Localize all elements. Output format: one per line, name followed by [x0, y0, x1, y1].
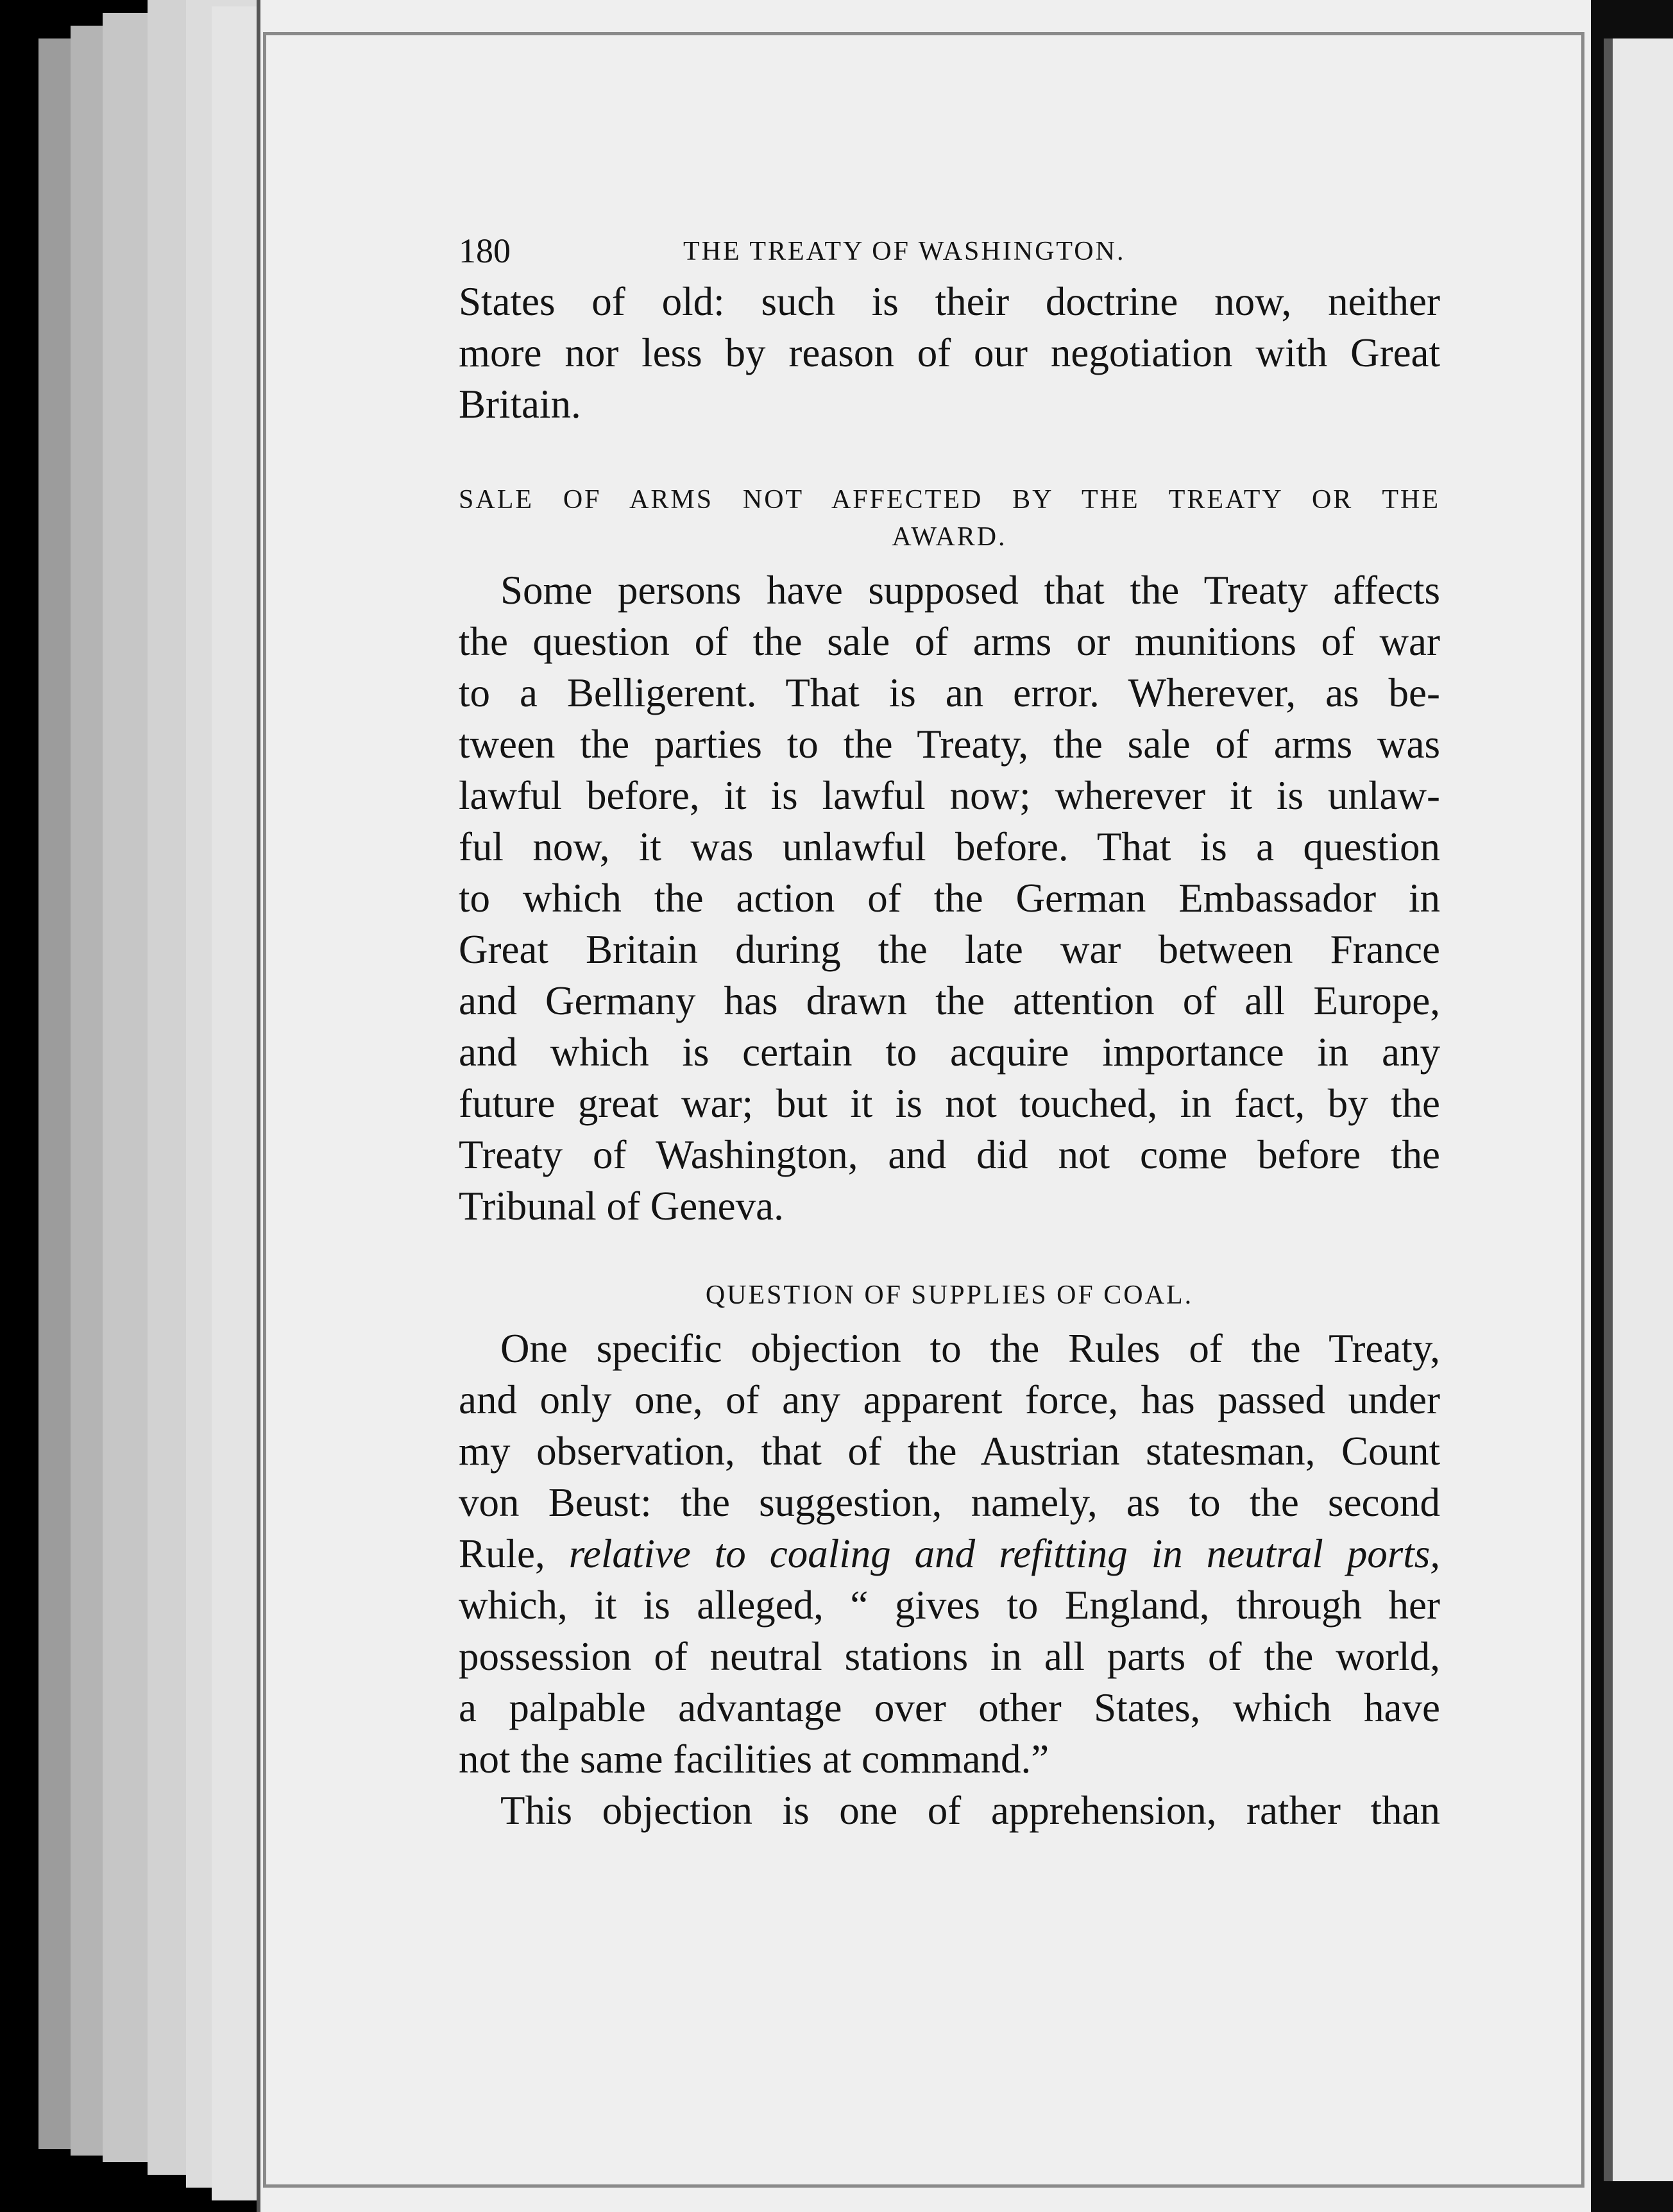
section-heading-supplies-of-coal	[459, 1277, 1440, 1314]
text-line: my observation, that of the Austrian statesman, Count	[459, 1429, 1440, 1474]
text-line: Treaty of Washington, and did not come before the	[459, 1132, 1440, 1177]
continuation-paragraph	[459, 276, 1440, 430]
heading-line: AWARD.	[892, 522, 1007, 552]
rule-italic-phrase: relative to coaling and refitting in neutral ports,	[568, 1531, 1440, 1576]
paragraph-objection	[459, 1785, 1440, 1836]
paragraph-sale-of-arms	[459, 565, 1440, 1232]
page-number: 180	[459, 232, 511, 270]
text-line: and which is certain to acquire importance in any	[459, 1030, 1440, 1075]
text-line: more nor less by reason of our negotiation with Great	[459, 330, 1440, 375]
text-line: Great Britain during the late war between France	[459, 927, 1440, 972]
text-line: a palpable advantage over other States, which have	[459, 1685, 1440, 1730]
rule-prefix: Rule,	[459, 1531, 569, 1576]
text-line: not the same facilities at command.”	[459, 1737, 1049, 1782]
section-heading-sale-of-arms	[459, 481, 1440, 556]
text-line: to a Belligerent. That is an error. Wherever, as be-	[459, 670, 1440, 715]
heading-line: QUESTION OF SUPPLIES OF COAL.	[705, 1280, 1194, 1310]
text-line: ful now, it was unlawful before. That is a question	[459, 824, 1440, 869]
heading-line: SALE OF ARMS NOT AFFECTED BY THE TREATY OR THE	[459, 485, 1440, 515]
text-line: to which the action of the German Embassador in	[459, 876, 1440, 921]
text-line: Britain.	[459, 382, 581, 427]
text-line: which, it is alleged, “ gives to England, through her	[459, 1583, 1440, 1628]
text-line: Some persons have supposed that the Treaty affects	[500, 568, 1440, 613]
text-line: lawful before, it is lawful now; wherever it is unlaw-	[459, 773, 1440, 818]
text-line: This objection is one of apprehension, rather than	[500, 1788, 1440, 1833]
text-line: tween the parties to the Treaty, the sale of arms was	[459, 722, 1440, 767]
text-line: future great war; but it is not touched, in fact, by the	[459, 1081, 1440, 1126]
text-line: and Germany has drawn the attention of all Europe,	[459, 978, 1440, 1023]
text-line: One specific objection to the Rules of the Treaty,	[500, 1326, 1440, 1371]
running-head	[459, 231, 1440, 276]
paragraph-supplies-of-coal	[459, 1323, 1440, 1785]
text-line-rule	[459, 1528, 1440, 1579]
facing-page-edge	[1591, 0, 1673, 2212]
text-line: and only one, of any apparent force, has passed under	[459, 1377, 1440, 1422]
page-text	[459, 231, 1440, 1836]
running-title: THE TREATY OF WASHINGTON.	[683, 237, 1126, 266]
text-line: the question of the sale of arms or munitions of war	[459, 619, 1440, 664]
text-line: possession of neutral stations in all parts of the world,	[459, 1634, 1440, 1679]
text-line: Tribunal of Geneva.	[459, 1184, 784, 1229]
text-line: von Beust: the suggestion, namely, as to the second	[459, 1480, 1440, 1525]
text-line: States of old: such is their doctrine now, neither	[459, 279, 1440, 324]
